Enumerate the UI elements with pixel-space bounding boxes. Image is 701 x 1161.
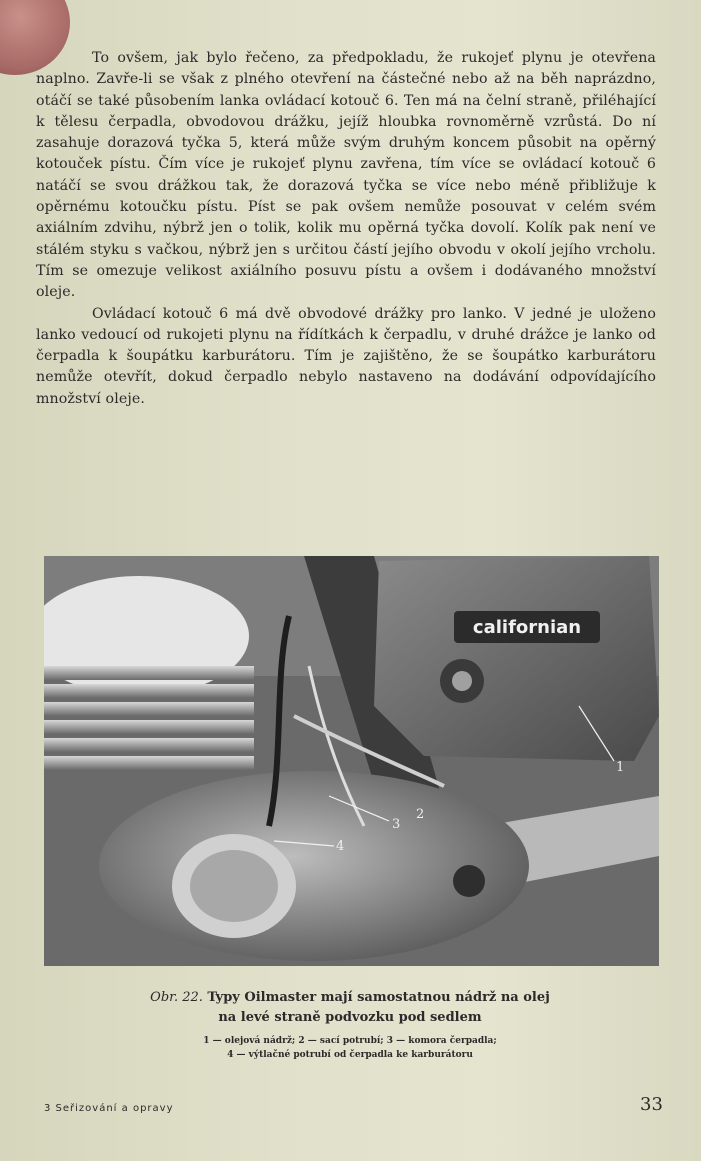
- callout-4: 4: [336, 839, 345, 854]
- figure-label: Obr. 22.: [150, 990, 203, 1005]
- figure-caption: [90, 988, 610, 1028]
- running-footer: 3 Seřizování a opravy: [44, 1103, 174, 1114]
- callout-2: 2: [416, 807, 425, 822]
- caption-line-2: na levé straně podvozku pod sedlem: [218, 1010, 482, 1025]
- motorcycle-photo: [44, 556, 659, 966]
- legend-line-2: 4 — výtlačné potrubí od čerpadla ke karburátoru: [227, 1050, 473, 1060]
- caption-line-1: Typy Oilmaster mají samostatnou nádrž na olej: [207, 990, 550, 1005]
- callout-1: 1: [616, 760, 625, 775]
- page-number: 33: [640, 1094, 663, 1115]
- callout-3: 3: [392, 817, 401, 832]
- figure-legend: [90, 1034, 610, 1062]
- tank-badge-text: californian: [472, 617, 582, 638]
- paragraph-1: To ovšem, jak bylo řečeno, za předpokladu, že rukojeť plynu je otevřena naplno. Zavře-li se však z plného otevření na částečné nebo až na běh naprázdno, otáčí se také působením lanka ovládací kotouč 6. Ten má na čelní straně, přiléhající k tělesu čerpadla, obvodovou drážku, jejíž hloubka rovnoměrně vzrůstá. Do ní zasahuje dorazová tyčka 5, která může svým druhým koncem působit na opěrný kotouček pístu. Čím více je rukojeť plynu zavřena, tím více se ovládací kotouč 6 natáčí se svou drážkou tak, že dorazová tyčka se více nebo méně přibližuje k opěrnému kotoučku pístu. Píst se pak ovšem nemůže posouvat v celém svém axiálním zdvihu, nýbrž jen o tolik, kolik mu opěrná tyčka dovolí. Kolík pak není ve stálém styku s vačkou, nýbrž jen s určitou částí jejího obvodu v okolí jejího vrcholu. Tím se omezuje velikost axiálního posuvu pístu a ovšem i dodávaného množství oleje.: [36, 50, 656, 301]
- paragraph-2: Ovládací kotouč 6 má dvě obvodové drážky pro lanko. V jedné je uloženo lanko vedoucí od rukojeti plynu na řídítkách k čerpadlu, v druhé drážce je lanko od čerpadla k šoupátku karburátoru. Tím je zajištěno, že se šoupátko karburátoru nemůže otevřít, dokud čerpadlo nebylo nastaveno na dodávání odpovídajícího množství oleje.: [36, 305, 656, 407]
- body-text: [36, 48, 656, 410]
- photo-illustration: [44, 556, 659, 966]
- legend-line-1: 1 — olejová nádrž; 2 — sací potrubí; 3 — komora čerpadla;: [203, 1036, 497, 1046]
- oil-tank: [374, 556, 659, 761]
